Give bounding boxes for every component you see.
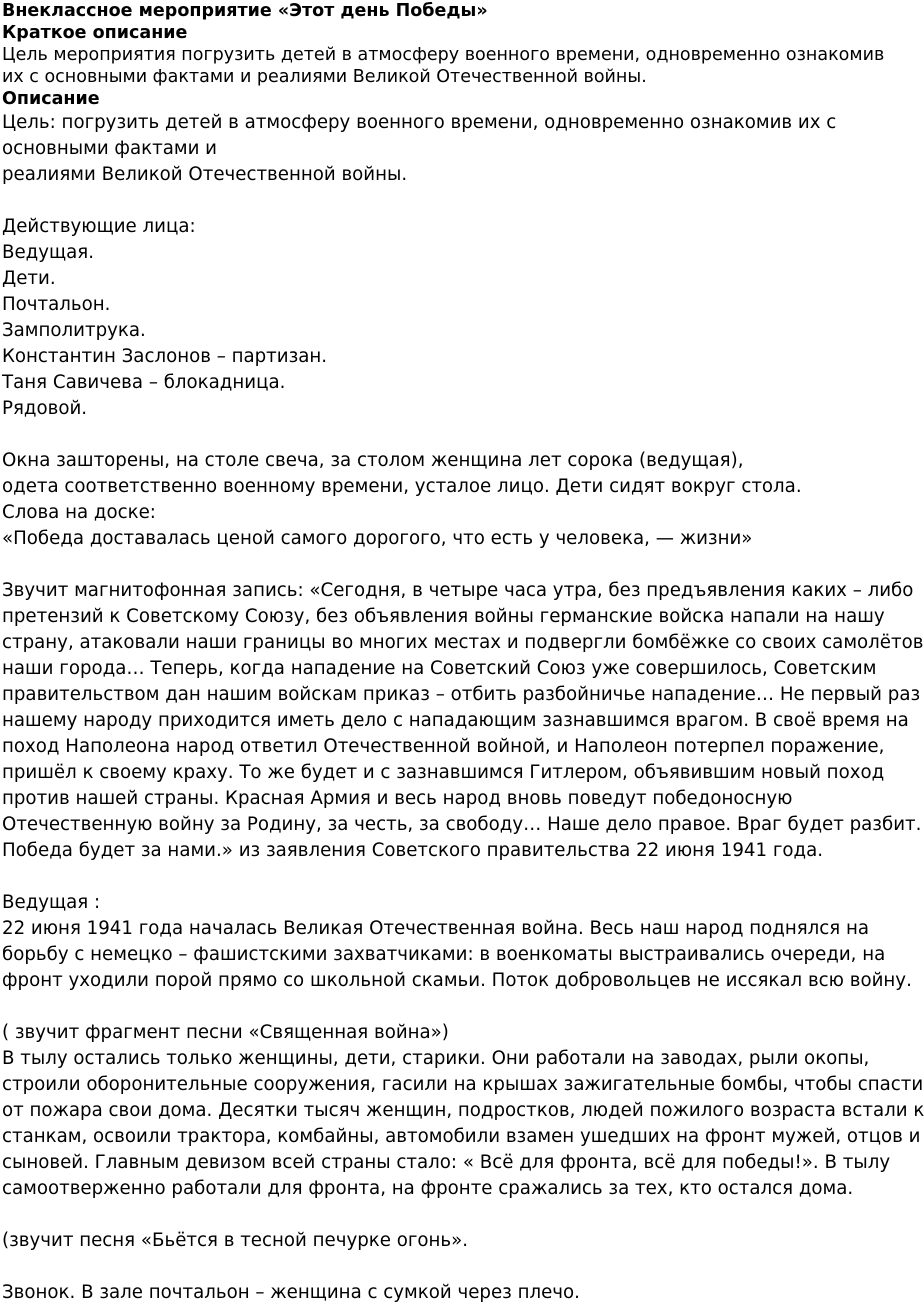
- cast-item: Таня Савичева – блокадница.: [2, 372, 286, 393]
- text-line: Звучит магнитофонная запись: «Сегодня, в четыре часа утра, без предъявления каких – либо: [2, 580, 914, 601]
- cast-item: Дети.: [2, 268, 56, 289]
- cast-item: Почтальон.: [2, 294, 111, 315]
- text-line: «Победа доставалась ценой самого дорогого, что есть у человека, — жизни»: [2, 528, 753, 549]
- song2-note: (звучит песня «Бьётся в тесной печурке огонь».: [2, 1230, 469, 1251]
- text-line: Цель мероприятия погрузить детей в атмосферу военного времени, одновременно ознакомив: [2, 45, 885, 65]
- rear-paragraph: [2, 1046, 924, 1202]
- short-description: [2, 44, 885, 88]
- goal-paragraph: [2, 110, 837, 188]
- text-line: В тылу остались только женщины, дети, старики. Они работали на заводах, рыли окопы,: [2, 1048, 870, 1069]
- text-line: поход Наполеона народ ответил Отечественной войной, и Наполеон потерпел поражение,: [2, 736, 885, 757]
- setting-paragraph: [2, 448, 814, 552]
- host-label: Ведущая :: [2, 892, 101, 913]
- text-line: борьбу с немецко – фашистскими захватчиками: в военкоматы выстраивались очереди, на: [2, 944, 886, 965]
- cast-item: Ведущая.: [2, 242, 95, 263]
- cast-item: Константин Заслонов – партизан.: [2, 346, 328, 367]
- text-line: сыновей. Главным девизом всей страны стало: « Всё для фронта, всё для победы!». В тылу: [2, 1152, 891, 1173]
- text-line: правительством дан нашим войскам приказ – отбить разбойничье нападение… Не первый раз: [2, 684, 921, 705]
- text-line: 22 июня 1941 года началась Великая Отечественная война. Весь наш народ поднялся на: [2, 918, 870, 939]
- song-note: ( звучит фрагмент песни «Священная война»): [2, 1022, 449, 1043]
- page-title: Внеклассное мероприятие «Этот день Победы»: [2, 1, 488, 21]
- text-line: наши города… Теперь, когда нападение на Советский Союз уже совершилось, Советским: [2, 658, 877, 679]
- text-line: Слова на доске:: [2, 502, 156, 523]
- short-description-heading: Краткое описание: [2, 23, 188, 43]
- text-line: пришёл к своему краху. То же будет и с зазнавшимся Гитлером, объявившим новый поход: [2, 762, 885, 783]
- cast-item: Замполитрука.: [2, 320, 146, 341]
- text-line: Цель: погрузить детей в атмосферу военного времени, одновременно ознакомив их с: [2, 112, 837, 133]
- cast-heading: Действующие лица:: [2, 216, 196, 237]
- text-line: от пожара свои дома. Десятки тысяч женщин, подростков, людей пожилого возраста встали к: [2, 1100, 924, 1121]
- text-line: фронт уходили порой прямо со школьной скамьи. Поток добровольцев не иссякал всю войну.: [2, 970, 912, 991]
- cast-item: Рядовой.: [2, 398, 88, 419]
- description-heading: Описание: [2, 89, 100, 109]
- recording-paragraph: [2, 578, 924, 864]
- text-line: Победа будет за нами.» из заявления Советского правительства 22 июня 1941 года.: [2, 840, 824, 861]
- text-line: самоотверженно работали для фронта, на фронте сражались за тех, кто остался дома.: [2, 1178, 854, 1199]
- text-line: строили оборонительные сооружения, гасили на крышах зажигательные бомбы, чтобы спасти: [2, 1074, 924, 1095]
- text-line: Отечественную войну за Родину, за честь, за свободу… Наше дело правое. Враг будет разбит.: [2, 814, 922, 835]
- text-line: против нашей страны. Красная Армия и весь народ вновь поведут победоносную: [2, 788, 793, 809]
- text-line: страну, атаковали наши границы во многих местах и подвергли бомбёжке со своих самолётов: [2, 632, 924, 653]
- text-line: их с основными фактами и реалиями Великой Отечественной войны.: [2, 67, 647, 87]
- cast-list: [2, 240, 814, 422]
- host-paragraph: [2, 916, 912, 994]
- text-line: нашему народу приходится иметь дело с нападающим зазнавшимся врагом. В своё время на: [2, 710, 909, 731]
- text-line: основными фактами и: [2, 138, 217, 159]
- text-line: реалиями Великой Отечественной войны.: [2, 164, 408, 185]
- text-line: претензий к Советскому Союзу, без объявления войны германские войска напали на нашу: [2, 606, 885, 627]
- text-line: одета соответственно военному времени, усталое лицо. Дети сидят вокруг стола.: [2, 476, 802, 497]
- text-line: Окна зашторены, на столе свеча, за столом женщина лет сорока (ведущая),: [2, 450, 744, 471]
- text-line: станкам, освоили трактора, комбайны, автомобили взамен ушедших на фронт мужей, отцов и: [2, 1126, 921, 1147]
- final-line: Звонок. В зале почтальон – женщина с сумкой через плечо.: [2, 1282, 580, 1303]
